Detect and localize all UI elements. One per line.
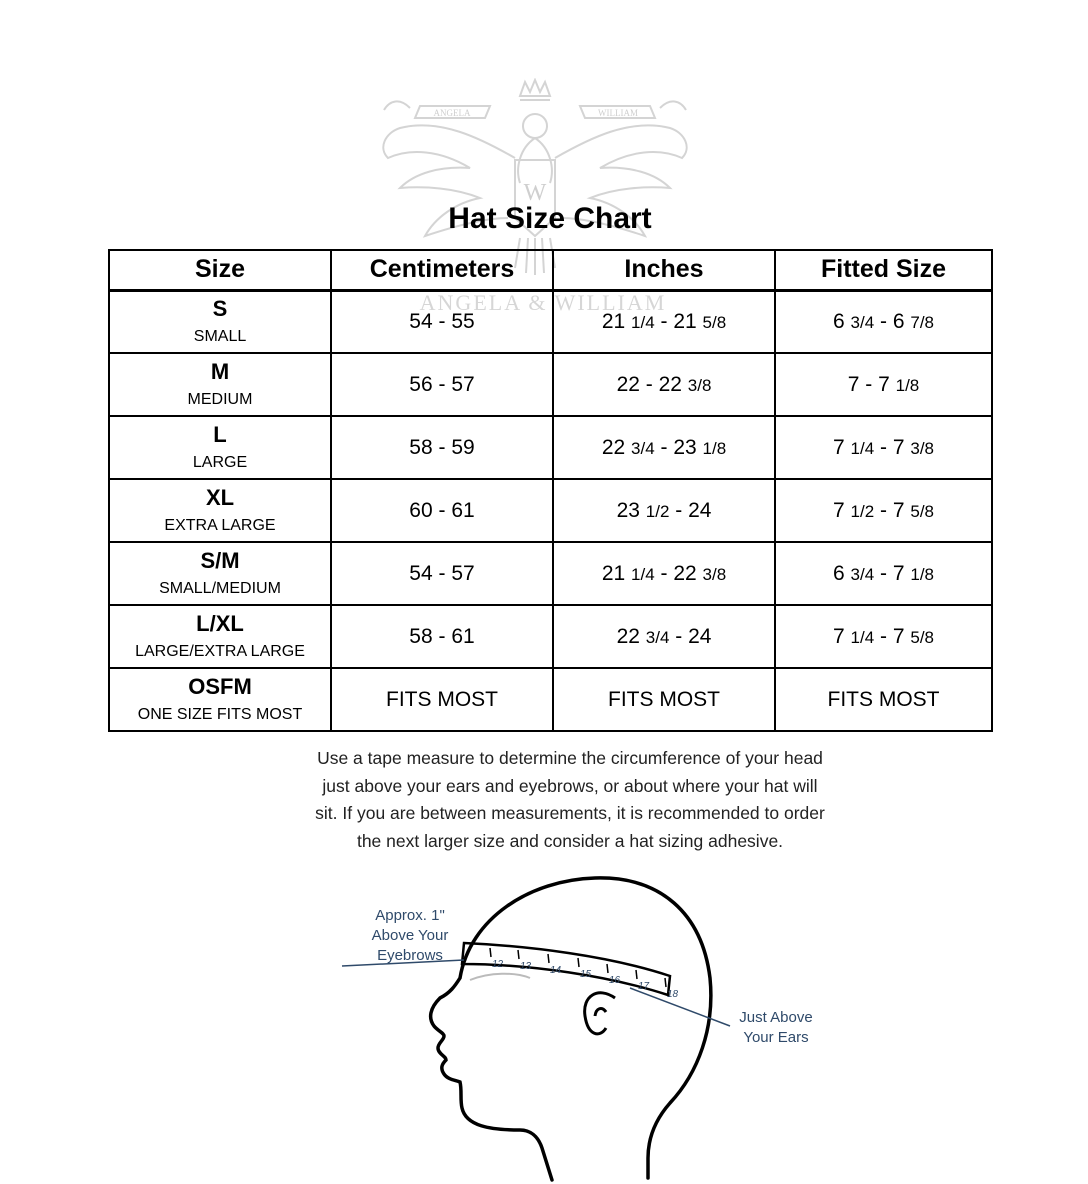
- fitted-size-cell: 6 3/4 - 7 1/8: [775, 542, 992, 605]
- instruction-line: Use a tape measure to determine the circumference of your head: [317, 748, 823, 768]
- tape-tick-label: 15: [580, 969, 592, 980]
- inches-cell: FITS MOST: [553, 668, 775, 731]
- label-above-ears-2: Your Ears: [743, 1029, 809, 1046]
- inches-cell: 21 1/4 - 21 5/8: [553, 290, 775, 353]
- tape-tick-mark: [607, 964, 608, 973]
- tape-tick-mark: [578, 958, 579, 967]
- label-above-ears-1: Just Above: [739, 1009, 813, 1026]
- size-code: S/M: [200, 547, 240, 573]
- header-fitted-size: Fitted Size: [775, 250, 992, 290]
- fitted-size-cell: 7 1/4 - 7 5/8: [775, 605, 992, 668]
- size-cell: [109, 542, 331, 605]
- chart-title: Hat Size Chart: [448, 202, 652, 235]
- size-name: EXTRA LARGE: [164, 516, 276, 534]
- size-code: L/XL: [196, 610, 244, 636]
- header-centimeters: Centimeters: [331, 250, 553, 290]
- table-body: [109, 290, 992, 731]
- size-cell: [109, 605, 331, 668]
- tape-tick-label: 12: [492, 959, 504, 970]
- label-above-eyebrows-3: Eyebrows: [377, 947, 443, 964]
- size-cell: [109, 290, 331, 353]
- table-row: [109, 668, 992, 731]
- size-cell: [109, 479, 331, 542]
- tape-tick-label: 14: [550, 965, 562, 976]
- measuring-instructions: [270, 745, 870, 855]
- tape-tick-mark: [548, 954, 549, 963]
- centimeters-cell: 58 - 59: [331, 416, 553, 479]
- size-cell: [109, 668, 331, 731]
- table-row: [109, 542, 992, 605]
- table-row: [109, 353, 992, 416]
- centimeters-cell: FITS MOST: [331, 668, 553, 731]
- size-code: L: [213, 421, 227, 447]
- table-row: [109, 416, 992, 479]
- label-above-eyebrows-2: Above Your: [371, 927, 449, 944]
- header-inches: Inches: [553, 250, 775, 290]
- head-outline: [431, 878, 711, 1180]
- size-name: MEDIUM: [187, 390, 253, 408]
- tape-tick-label: 17: [638, 981, 650, 992]
- fitted-size-cell: 7 - 7 1/8: [775, 353, 992, 416]
- svg-text:ANGELA: ANGELA: [433, 108, 471, 118]
- size-name: SMALL/MEDIUM: [159, 579, 281, 597]
- centimeters-cell: 54 - 55: [331, 290, 553, 353]
- size-name: SMALL: [193, 327, 247, 345]
- table-header-row: [109, 250, 992, 290]
- size-code: S: [212, 295, 228, 321]
- instruction-line: sit. If you are between measurements, it is recommended to order: [315, 803, 825, 823]
- hat-size-table: [108, 249, 993, 732]
- inches-cell: 22 3/4 - 24: [553, 605, 775, 668]
- table-row: [109, 605, 992, 668]
- header-size: Size: [109, 250, 331, 290]
- size-code: M: [210, 358, 230, 384]
- tape-tick-mark: [665, 978, 666, 987]
- fitted-size-cell: 6 3/4 - 6 7/8: [775, 290, 992, 353]
- size-code: OSFM: [188, 673, 252, 699]
- svg-text:WILLIAM: WILLIAM: [598, 108, 638, 118]
- tape-tick-label: 16: [609, 975, 621, 986]
- inches-cell: 22 - 22 3/8: [553, 353, 775, 416]
- tape-tick-label: 13: [520, 961, 532, 972]
- tape-tick-mark: [490, 948, 491, 957]
- label-above-eyebrows-1: Approx. 1": [375, 907, 445, 924]
- size-cell: [109, 416, 331, 479]
- size-name: LARGE/EXTRA LARGE: [135, 642, 305, 660]
- inches-cell: 22 3/4 - 23 1/8: [553, 416, 775, 479]
- fitted-size-cell: FITS MOST: [775, 668, 992, 731]
- brand-watermark-text: ANGELA & WILLIAM: [419, 290, 667, 315]
- crest-letter: W: [523, 180, 547, 206]
- instruction-line: the next larger size and consider a hat sizing adhesive.: [356, 830, 784, 851]
- tape-tick-label: 18: [667, 989, 679, 1000]
- fitted-size-cell: 7 1/4 - 7 3/8: [775, 416, 992, 479]
- table-row: [109, 479, 992, 542]
- instruction-line: just above your ears and eyebrows, or about where your hat will: [322, 775, 818, 796]
- size-name: LARGE: [192, 453, 248, 471]
- ear-outline: [585, 993, 615, 1034]
- ear-leader-line: [630, 988, 730, 1026]
- centimeters-cell: 58 - 61: [331, 605, 553, 668]
- head-measurement-diagram: [330, 868, 850, 1184]
- inches-cell: 23 1/2 - 24: [553, 479, 775, 542]
- centimeters-cell: 56 - 57: [331, 353, 553, 416]
- size-cell: [109, 353, 331, 416]
- centimeters-cell: 60 - 61: [331, 479, 553, 542]
- size-name: ONE SIZE FITS MOST: [137, 705, 303, 723]
- tape-tick-mark: [636, 970, 637, 979]
- size-code: XL: [205, 484, 235, 510]
- tape-tick-mark: [518, 950, 519, 959]
- centimeters-cell: 54 - 57: [331, 542, 553, 605]
- inches-cell: 21 1/4 - 22 3/8: [553, 542, 775, 605]
- fitted-size-cell: 7 1/2 - 7 5/8: [775, 479, 992, 542]
